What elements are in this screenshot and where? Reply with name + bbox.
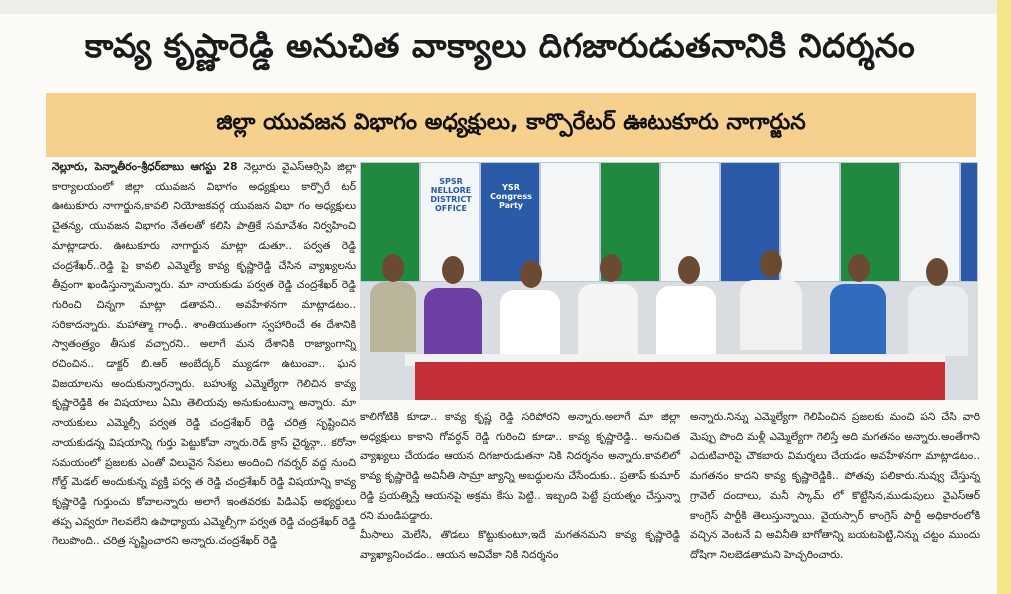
banner-panel — [780, 162, 840, 282]
banner-panel — [540, 162, 600, 282]
person-head — [678, 256, 700, 284]
article-column-middle — [360, 408, 680, 566]
article-column-left — [52, 158, 356, 552]
dateline: నెల్లూరు, పెన్నాతీరం-శ్రీధర్‌బాబు ఆగస్టు 28 — [52, 161, 238, 173]
body-text: నెల్లూరు వైఎస్ఆర్సిపి జిల్లా కార్యాలయంలో జిల్లా యువజన విభాగం అధ్యక్షులు కార్పొరే టర్ ఊటుకూరు నాగార్జున,కావలి నియోజకవర్గ యువజన విభా గం అధ్యక్షులు చైతన్య, యువజన విభాగం నేతలతో కలిసి పాత్రికే సమావేశం నిర్వహించి మాట్లాడారు. ఊటుకూరు నాగార్జున మాట్లా డుతూ.. పర్వత రెడ్డి చంద్రశేఖర్..రెడ్డి పై కావలి ఎమ్మెల్యే కావ్య కృష్ణారెడ్డి చేసిన వ్యాఖ్యలను తీవ్రంగా ఖండిస్తున్నామన్నారు. మా నాయకుడు పర్వత రెడ్డి చంద్రశేఖర్ రెడ్డి గురించి చిన్నగా మాట్లా డతావని.. అవహేళనగా మాట్లాడటం.. సరికాదన్నారు. మహాత్మా గాంధీ.. శాంతియుతంగా స్వహారించే ఈ దేశానికి స్వాతంత్ర్యం తీసుక వచ్చారని.. అలాగే మన దేశానికి రాజ్యాంగాన్ని రచించిన.. డాక్టర్ బి.ఆర్ అంబేద్కర్ మ్యుడగా ఉటుంవా.. ఘన విజయాలను అందుకున్నారన్నారు. బహుశ్య ఎమ్మెల్యేగా గెలిచిన కావ్య కృష్ణారెడ్డికి ఈ విషయాలు ఏమి తెలియవు అనుకుంటున్నా అన్నారు. మా నాయకులు ఎమ్మెల్సీ పర్వత రెడ్డి చంద్రశేఖర్ రెడ్డి చరిత్ర సృష్టించిన నాయకుడన్న విషయాన్ని గుర్తు పెట్టుకోవా న్నారు.రెడ్ క్రాస్ చైర్మన్గా.. కరోనా సమయంలో ప్రజలకు ఎంతో విలువైన సేవలు అందించి గవర్నర్ వద్ద నుంచి గోల్డ్ మెడల్ అందుకున్న వ్యక్తి పర్వ త రెడ్డి చంద్రశేఖర్ రెడ్డి విషయాన్ని కావ్య కృష్ణారెడ్డి గుర్తుంచు కోవాలన్నారు అలాగే ఇంతవరకు పిడిఎఫ్ అభ్యర్థులు తప్ప ఎవ్వరూ గెలవలేని ఉపాధ్యాయ ఎమ్మెల్సీగా పర్వత రెడ్డి చంద్రశేఖర్ రెడ్డి గెలుపొంది.. చరిత్ర సృష్టించారని అన్నారు.చంద్రశేఖర్ రెడ్డి — [52, 161, 356, 548]
banner-panel — [960, 162, 978, 282]
person-head — [520, 260, 542, 288]
person-head — [760, 250, 782, 278]
subheadline-box — [46, 93, 976, 157]
person-head — [848, 254, 870, 282]
person-head — [600, 254, 622, 282]
person — [424, 288, 482, 358]
person — [500, 290, 560, 360]
article-subheadline: జిల్లా యువజన విభాగం అధ్యక్షులు, కార్పొరేటర్ ఊటుకూరు నాగార్జున — [216, 110, 806, 135]
person — [578, 284, 638, 354]
article-headline: కావ్య కృష్ణారెడ్డి అనుచిత వాక్యాలు దిగజారుడుతనానికి నిదర్శనం — [84, 26, 916, 65]
previous-article-strip — [0, 0, 1011, 14]
paragraph — [52, 158, 356, 552]
person — [656, 286, 716, 356]
person-head — [926, 258, 948, 286]
press-table — [415, 362, 945, 400]
paragraph: మీసాలు మెలేసి, తొడలు కొట్టుకుంటూ,ఇదే మగతనమని కావ్య కృష్ణారెడ్డి వ్యాఖ్యానించడం.. ఆయన అవివేకా నికి నిదర్శనం — [360, 529, 680, 561]
person — [740, 280, 802, 350]
page-edge — [997, 0, 1011, 594]
paragraph: అన్నారు.నిన్ను ఎమ్మెల్యేగా గెలిపించిన ప్రజలకు మంచి పని చేసి వారి మెప్పు పొంది మళ్లీ ఎమ్మెల్యేగా గెలిస్తే అది మగతనం అన్నారు.అంతేగాని ఎదుటివారిపై చౌకబారు విమర్శలు చేయడం అవహేళనగా మాట్లాడటం.. మగతనం కాదని కావ్య కృష్ణారెడ్డికి.. పోతవు పలికారు.నువ్వు చేస్తున్న గ్రావెల్ దందాలు, మనీ స్కామ్ లో కొట్టేసిన,ముడుపులు వైఎస్ఆర్ కాంగ్రెస్ పార్టీకి తెలుస్తున్నాయి. వైయస్సార్ కాంగ్రెస్ పార్టీ అధికారంలోకి వచ్చిన వెంటనే వి అవినీతి బాగోతాన్ని బయటపెట్టి,నిన్ను చట్టం ముందు దోషిగా నిలబెడతామని హెచ్చరించారు. — [690, 411, 980, 561]
press-meet-photo — [360, 162, 978, 400]
paragraph: కాలిగోటికి కూడా.. కావ్య కృష్ణ రెడ్డి సరిపోరని అన్నారు.అలాగే మా జిల్లా అధ్యక్షులు కాకాని గోవర్ధన్ రెడ్డి గురించి కూడా.. కావ్య కృష్ణారెడ్డి.. అనుచిత వ్యాఖ్యలు చేయడం ఆయన దిగజారుడుతనా నికి నిదర్శనం అన్నారు.కావలిలో కావ్య కృష్ణారెడ్డి అవినీతి సామ్రా జ్యాన్ని అబద్ధులను చేసేందుకు.. ప్రతాప్ కుమార్ రెడ్డి ప్రయత్నిస్తే ఆయనపై అక్రమ కేసు పెట్టి.. ఇబ్బంది పెట్టే ప్రయత్నం చేస్తున్నా రని మండిపడ్డారు. — [360, 411, 680, 522]
person — [370, 282, 416, 352]
banner-label: YSR Congress Party — [490, 183, 532, 210]
article-column-right — [690, 408, 980, 566]
banner-label: SPSR NELLORE DISTRICT OFFICE — [430, 177, 472, 213]
person-head — [442, 256, 464, 284]
person — [830, 284, 886, 354]
person — [908, 286, 968, 356]
person-head — [382, 254, 404, 282]
